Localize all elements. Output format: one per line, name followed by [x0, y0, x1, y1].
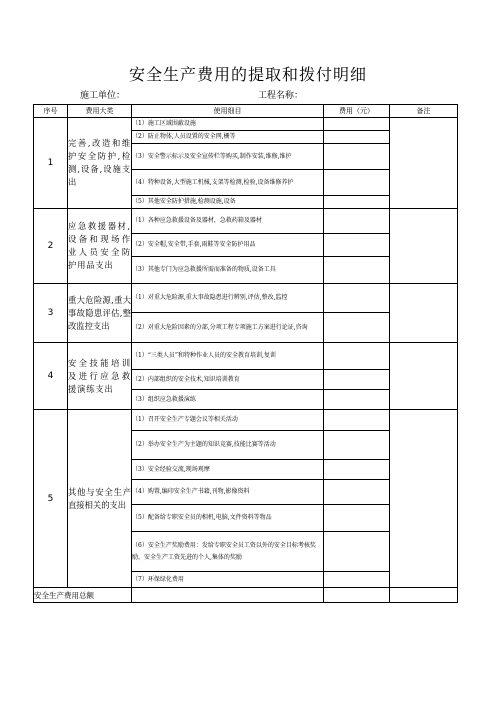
header-remarks: 备注 — [390, 105, 458, 118]
detail-item: （1）“三类人员”和特种作业人员的安全教育培训,复训 — [132, 343, 324, 370]
total-label: 安全生产费用总额 — [34, 588, 132, 603]
group-category: 完善,改造和维护安全防护,检测,设备,设施支出 — [68, 118, 132, 209]
amount-cell[interactable] — [324, 532, 390, 572]
amount-cell[interactable] — [324, 370, 390, 390]
group-number: 3 — [34, 284, 68, 343]
amount-cell[interactable] — [324, 196, 390, 209]
header-detail: 使用细目 — [132, 105, 324, 118]
total-amount-cell[interactable] — [324, 588, 390, 603]
table-row — [34, 410, 458, 431]
detail-item: （3）组织应急救援演练 — [132, 390, 324, 410]
amount-cell[interactable] — [324, 313, 390, 343]
table-row — [34, 284, 458, 313]
remarks-cell[interactable] — [390, 410, 458, 588]
detail-item: （7）环保绿化费用 — [132, 572, 324, 588]
header-amount: 费用（元） — [324, 105, 390, 118]
amount-cell[interactable] — [324, 480, 390, 505]
detail-item: （1）各种应急救援设备及器材，急救药箱及器材 — [132, 209, 324, 234]
document-title: 安全生产费用的提取和拨付明细 — [128, 65, 367, 84]
amount-cell[interactable] — [324, 234, 390, 257]
detail-item: （4）购置,编印安全生产书籍,刊物,影像资料 — [132, 480, 324, 505]
remarks-cell[interactable] — [390, 118, 458, 209]
total-row — [34, 588, 458, 603]
group-category: 应急救援器材,设备和现场作业人员安全防护用品支出 — [68, 209, 132, 284]
amount-cell[interactable] — [324, 390, 390, 410]
detail-item: （5）其他安全防护措施,检测设施,设备 — [132, 196, 324, 209]
amount-cell[interactable] — [324, 257, 390, 284]
amount-cell[interactable] — [324, 343, 390, 370]
group-category: 安全技能培训及进行应急救援演练支出 — [68, 343, 132, 410]
detail-item: （2）内部组织的安全技术,知识培训教育 — [132, 370, 324, 390]
amount-cell[interactable] — [324, 170, 390, 196]
detail-item: （3）其他专门为应急救援所需而准备的物质,设备工具 — [132, 257, 324, 284]
amount-cell[interactable] — [324, 144, 390, 170]
header-category: 费用大类 — [68, 105, 132, 118]
detail-item: （6）安全生产奖励费用：发给专职安全员工资以外的安全目标考核奖励，安全生产工资先进的个人,集体的奖励 — [132, 532, 324, 572]
detail-item: （2）防止物体,人员设置的安全网,栅等 — [132, 131, 324, 144]
amount-cell[interactable] — [324, 118, 390, 131]
header-no: 序号 — [34, 105, 68, 118]
detail-item: （1）施工区域围蔽设施 — [132, 118, 324, 131]
construction-unit-label: 施工单位： — [80, 91, 126, 101]
amount-cell[interactable] — [324, 431, 390, 460]
detail-item: （2）对重大危险因素的分部,分项工程专项施工方案进行论证,咨询 — [132, 313, 324, 343]
amount-cell[interactable] — [324, 572, 390, 588]
detail-item: （1）对重大危险源,重大事故隐患进行辨别,评估,整改,监控 — [132, 284, 324, 313]
detail-item: （4）特种设备,大型施工机械,支架等检测,检验,设备维修养护 — [132, 170, 324, 196]
detail-item: （5）配备给专职安全员的相机,电脑,文件资料等物品 — [132, 505, 324, 532]
group-number: 5 — [34, 410, 68, 588]
remarks-cell[interactable] — [390, 284, 458, 343]
project-name-label: 工程名称： — [258, 91, 304, 101]
total-detail-cell — [132, 588, 324, 603]
amount-cell[interactable] — [324, 410, 390, 431]
amount-cell[interactable] — [324, 284, 390, 313]
detail-item: （3）安全经验交流,现场观摩 — [132, 460, 324, 480]
detail-item: （1）召开安全生产专题会议等相关活动 — [132, 410, 324, 431]
group-category: 重大危险源,重大事故隐患评估,整改监控支出 — [68, 284, 132, 343]
table-row — [34, 209, 458, 234]
remarks-cell[interactable] — [390, 343, 458, 410]
group-number: 4 — [34, 343, 68, 410]
table-row — [34, 343, 458, 370]
group-number: 1 — [34, 118, 68, 209]
detail-item: （2）举办安全生产为主题的知识竞赛,技能比赛等活动 — [132, 431, 324, 460]
group-number: 2 — [34, 209, 68, 284]
amount-cell[interactable] — [324, 460, 390, 480]
table-row — [34, 118, 458, 131]
detail-item: （2）安全帽,安全带,手套,雨鞋等安全防护用品 — [132, 234, 324, 257]
amount-cell[interactable] — [324, 505, 390, 532]
expense-table — [33, 104, 458, 603]
remarks-cell[interactable] — [390, 209, 458, 284]
total-remarks-cell[interactable] — [390, 588, 458, 603]
detail-item: （3）安全警示标示及安全宣传栏等购买,制作安装,维修,维护 — [132, 144, 324, 170]
header-row — [34, 105, 458, 118]
group-category: 其他与安全生产直接相关的支出 — [68, 410, 132, 588]
amount-cell[interactable] — [324, 209, 390, 234]
amount-cell[interactable] — [324, 131, 390, 144]
